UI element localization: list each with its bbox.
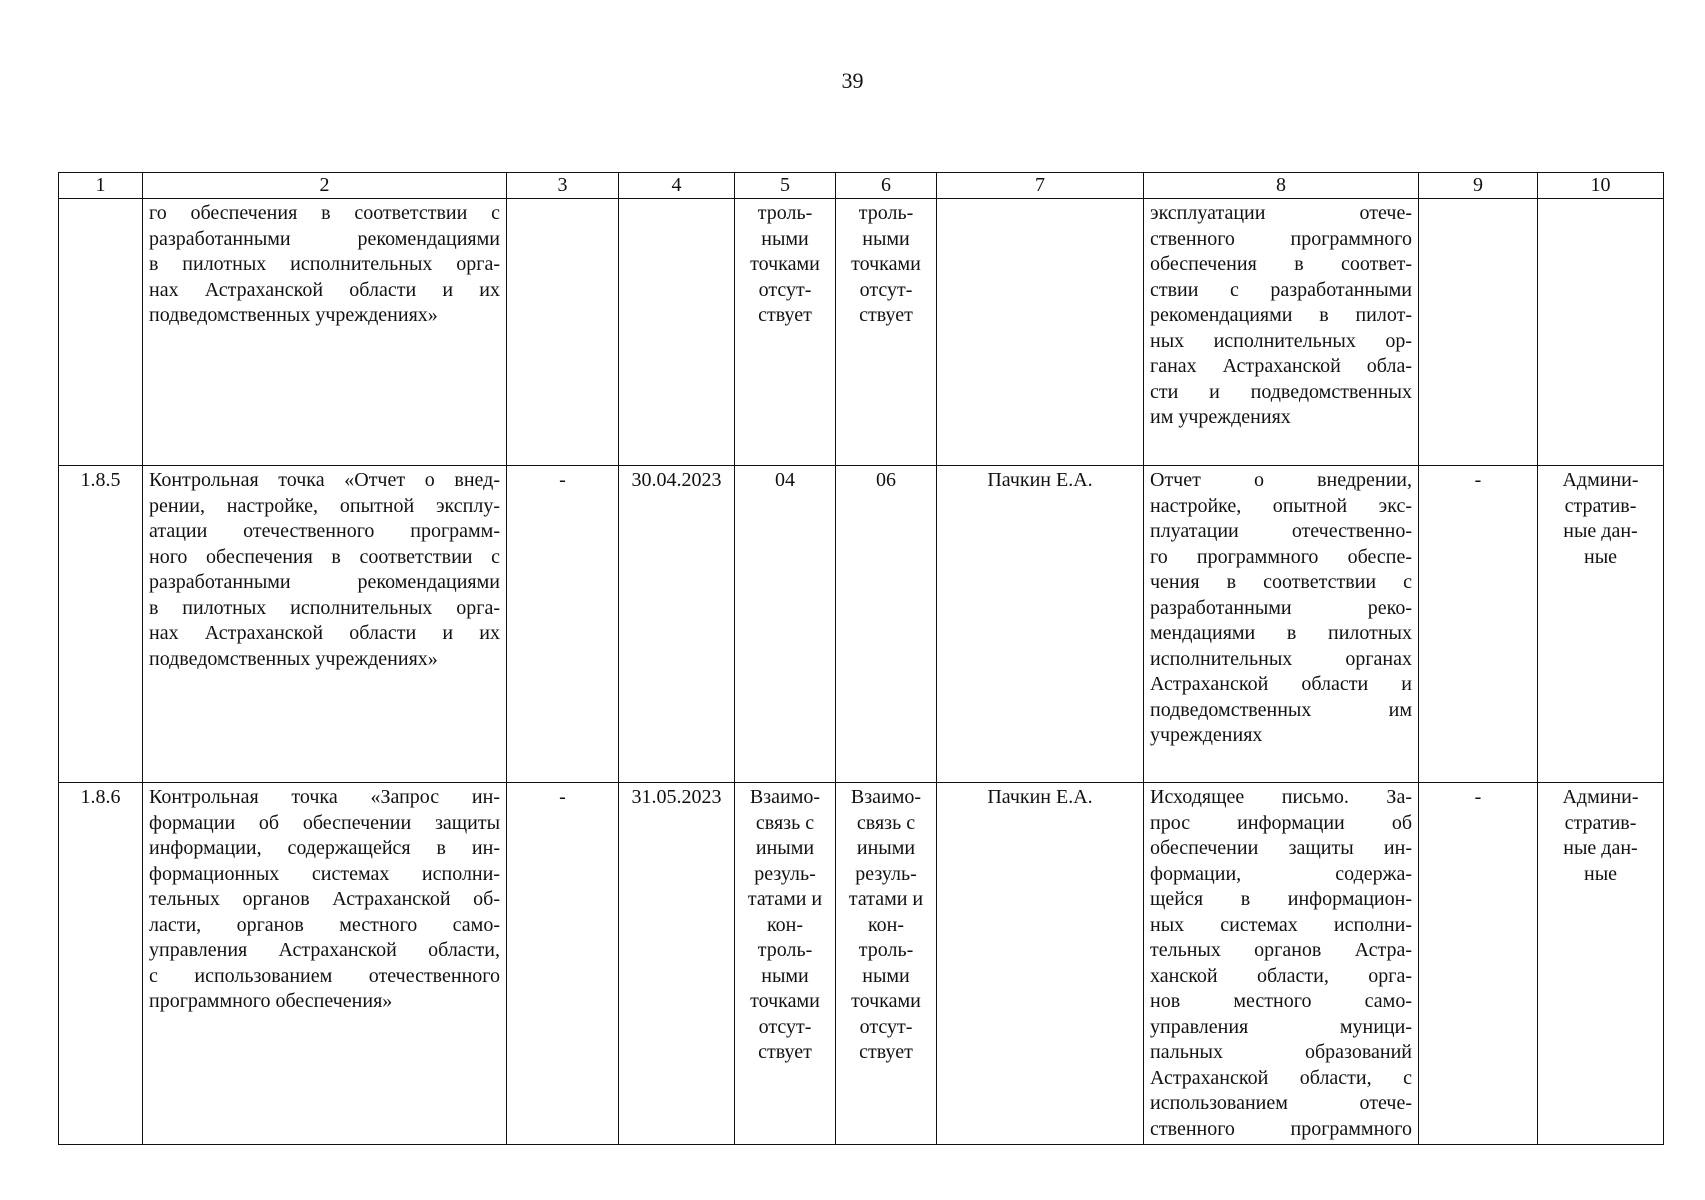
cell-text-line: точками (851, 990, 921, 1012)
cell-text-line: иными (856, 837, 916, 859)
cell-text-line: татами и (747, 888, 823, 910)
cell-text-line: подведомственных учреждениях» (149, 647, 438, 670)
cell-text-line: ных исполнительных ор- (1150, 329, 1412, 352)
cell-text-line: ственного программного (1150, 1117, 1412, 1140)
cell-date: 30.04.2023 (619, 466, 735, 783)
cell-text-line: точками (750, 990, 820, 1012)
column-header-4: 4 (619, 173, 735, 199)
cell-text-line: ные (1583, 545, 1618, 568)
cell-text-line: в пилотных исполнительных орга- (149, 596, 500, 619)
cell-text-line: ными (761, 964, 809, 987)
cell-item-number: 1.8.5 (59, 466, 143, 783)
cell-text-line: обеспечения в соответ- (1150, 253, 1412, 275)
cell-responsible: Пачкин Е.А. (937, 466, 1144, 783)
column-header-5: 5 (735, 173, 836, 199)
column-header-9: 9 (1419, 173, 1538, 199)
cell-text-line: настройке, опытной экс- (1150, 494, 1412, 517)
cell-text-line: программного обеспечения» (149, 990, 393, 1012)
cell-text-line: иными (755, 837, 815, 859)
cell-text-line: в пилотных исполнительных орга- (149, 253, 500, 275)
cell-text-line: Астраханской области и (1150, 673, 1412, 695)
cell-text-line: разработанными рекомендациями (149, 571, 500, 593)
cell-text-line: кон- (766, 913, 804, 936)
cell-text-line: ные дан- (1563, 520, 1638, 542)
cell-responsible: Пачкин Е.А. (937, 783, 1144, 1145)
cell-text-line: ные (1583, 862, 1618, 885)
cell-responsible (937, 199, 1144, 466)
column-header-3: 3 (507, 173, 619, 199)
cell-text-line: точками (851, 253, 921, 275)
cell-text-line: ного обеспечения в соответствии с (149, 545, 500, 568)
cell-text-line: ствует (859, 1041, 913, 1063)
cell-description (143, 199, 507, 466)
cell-document-type (1538, 783, 1664, 1145)
cell-text-line: Взаимо- (749, 786, 821, 808)
cell-text-line: 04 (775, 469, 795, 491)
column-header-7: 7 (937, 173, 1144, 199)
cell-text-line: ные дан- (1563, 837, 1638, 859)
cell-result (1144, 466, 1419, 783)
cell-text-line: троль- (757, 202, 813, 224)
cell-text-line: Контрольная точка «Отчет о внед- (149, 469, 500, 491)
cell-text-line: ханской области, орга- (1150, 964, 1412, 987)
cell-text-line: связь с (755, 811, 815, 834)
cell-text-line: прос информации об (1150, 811, 1412, 834)
cell-text-line: рении, настройке, опытной эксплу- (149, 494, 500, 517)
cell-text-line: разработанными рекомендациями (149, 227, 500, 250)
table-row (59, 199, 1664, 466)
cell-col9 (1419, 199, 1538, 466)
column-header-2: 2 (143, 173, 507, 199)
cell-text-line: обеспечении защиты ин- (1150, 837, 1412, 859)
cell-text-line: использованием отече- (1150, 1092, 1412, 1114)
cell-col9: - (1419, 466, 1538, 783)
cell-text-line: татами и (848, 888, 924, 910)
table-row (59, 466, 1664, 783)
cell-text-line: формационных системах исполни- (149, 862, 500, 885)
cell-description (143, 466, 507, 783)
cell-document-type (1538, 466, 1664, 783)
cell-text-line: троль- (858, 202, 914, 224)
cell-text-line: Админи- (1562, 469, 1639, 491)
cell-text-line: троль- (858, 939, 914, 961)
cell-text-line: Взаимо- (850, 786, 922, 808)
cell-col3 (507, 199, 619, 466)
cell-text-line: ными (862, 227, 910, 250)
cell-text-line: разработанными реко- (1150, 596, 1412, 619)
cell-col9: - (1419, 783, 1538, 1145)
cell-text-line: го программного обеспе- (1150, 545, 1412, 568)
cell-document-type (1538, 199, 1664, 466)
cell-text-line: ствует (859, 304, 913, 326)
cell-text-line: Исходящее письмо. За- (1150, 786, 1412, 808)
cell-text-line: ганах Астраханской обла- (1150, 355, 1412, 377)
cell-text-line: ласти, органов местного само- (149, 913, 500, 936)
cell-text-line: чения в соответствии с (1150, 571, 1412, 593)
column-header-10: 10 (1538, 173, 1664, 199)
cell-description (143, 783, 507, 1145)
column-number-header-row (59, 173, 1664, 199)
cell-date: 31.05.2023 (619, 783, 735, 1145)
cell-text-line: резуль- (754, 862, 816, 885)
cell-text-line: подведомственных им (1150, 698, 1412, 721)
cell-col6 (836, 466, 937, 783)
cell-text-line: пальных образований (1150, 1041, 1412, 1063)
cell-text-line: формации об обеспечении защиты (149, 811, 500, 834)
cell-text-line: эксплуатации отече- (1150, 202, 1412, 224)
cell-text-line: Админи- (1562, 786, 1639, 808)
cell-item-number (59, 199, 143, 466)
cell-text-line: рекомендациями в пилот- (1150, 304, 1412, 326)
cell-text-line: сти и подведомственных (1150, 380, 1412, 403)
cell-text-line: с использованием отечественного (149, 964, 500, 987)
cell-text-line: отсут- (758, 278, 812, 301)
cell-text-line: нах Астраханской области и их (149, 278, 500, 301)
cell-text-line: управления Астраханской области, (149, 939, 500, 961)
cell-text-line: ствует (758, 304, 812, 326)
cell-text-line: атации отечественного программ- (149, 520, 500, 542)
column-header-6: 6 (836, 173, 937, 199)
cell-text-line: информации, содержащейся в ин- (149, 837, 500, 859)
cell-text-line: тельных органов Астраханской об- (149, 888, 500, 910)
table-row (59, 783, 1664, 1145)
cell-text-line: нов местного само- (1150, 990, 1412, 1012)
column-header-8: 8 (1144, 173, 1419, 199)
cell-text-line: ными (862, 964, 910, 987)
cell-text-line: ными (761, 227, 809, 250)
cell-text-line: формации, содержа- (1150, 862, 1412, 885)
cell-text-line: отсут- (859, 1015, 913, 1038)
cell-text-line: им учреждениях (1150, 406, 1291, 428)
cell-text-line: го обеспечения в соответствии с (149, 202, 500, 224)
cell-text-line: Контрольная точка «Запрос ин- (149, 786, 500, 808)
cell-text-line: связь с (856, 811, 916, 834)
cell-text-line: ствии с разработанными (1150, 278, 1412, 301)
cell-text-line: тельных органов Астра- (1150, 939, 1412, 961)
cell-text-line: учреждениях (1150, 724, 1263, 746)
cell-text-line: Астраханской области, с (1150, 1066, 1412, 1089)
cell-result (1144, 783, 1419, 1145)
cell-text-line: ствует (758, 1041, 812, 1063)
column-header-1: 1 (59, 173, 143, 199)
cell-text-line: точками (750, 253, 820, 275)
cell-text-line: плуатации отечественно- (1150, 520, 1412, 542)
cell-text-line: исполнительных органах (1150, 647, 1412, 670)
cell-item-number: 1.8.6 (59, 783, 143, 1145)
cell-text-line: 06 (876, 469, 896, 491)
cell-result (1144, 199, 1419, 466)
cell-text-line: резуль- (855, 862, 917, 885)
cell-text-line: щейся в информацион- (1150, 888, 1412, 910)
cell-text-line: Отчет о внедрении, (1150, 469, 1412, 491)
page-number: 39 (841, 68, 864, 93)
cell-date (619, 199, 735, 466)
cell-text-line: отсут- (758, 1015, 812, 1038)
cell-col5 (735, 466, 836, 783)
cell-text-line: кон- (867, 913, 905, 936)
cell-text-line: управления муници- (1150, 1015, 1412, 1038)
cell-text-line: троль- (757, 939, 813, 961)
cell-text-line: стратив- (1564, 811, 1637, 834)
plan-table (58, 172, 1664, 1145)
cell-text-line: ных системах исполни- (1150, 913, 1412, 936)
cell-text-line: подведомственных учреждениях» (149, 304, 438, 326)
cell-text-line: ственного программного (1150, 227, 1412, 250)
cell-col6 (836, 783, 937, 1145)
cell-text-line: стратив- (1564, 494, 1637, 517)
cell-text-line: отсут- (859, 278, 913, 301)
cell-text-line: нах Астраханской области и их (149, 622, 500, 644)
cell-col3: - (507, 466, 619, 783)
cell-text-line: мендациями в пилотных (1150, 622, 1412, 644)
cell-col3: - (507, 783, 619, 1145)
cell-col5 (735, 783, 836, 1145)
cell-col5 (735, 199, 836, 466)
cell-col6 (836, 199, 937, 466)
